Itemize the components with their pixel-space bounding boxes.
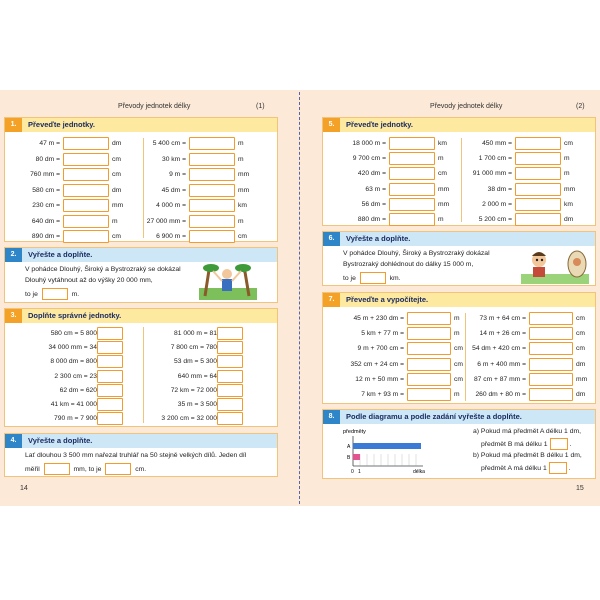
diagram-x-label: délka [413, 469, 425, 475]
conversion-row [327, 342, 475, 355]
conversion-unit: cm [112, 171, 121, 178]
conversion-row [327, 358, 475, 371]
answer-box[interactable] [389, 152, 435, 165]
unit-answer-box[interactable] [217, 327, 243, 340]
conversion-label: 5 200 cm = [478, 216, 512, 223]
answer-box[interactable] [389, 167, 435, 180]
section-3-heading: Doplňte správné jednotky. [28, 311, 122, 320]
conversion-row [469, 373, 597, 386]
conversion-unit: dm [576, 391, 586, 398]
unit-answer-box[interactable] [217, 370, 243, 383]
right-page-title: Převody jednotek délky [430, 103, 503, 110]
conversion-unit: cm [576, 330, 585, 338]
conversion-unit: dm [112, 140, 122, 147]
conversion-unit: mm [564, 185, 576, 193]
section-5-header [323, 118, 595, 132]
unit-answer-box[interactable] [97, 327, 123, 340]
diagram-tick-1: 1 [358, 469, 361, 475]
conversion-row [149, 199, 259, 212]
section-5-badge: 5. [323, 118, 340, 132]
conversion-label: 27 000 mm = [146, 217, 186, 225]
section-6-line-2: Bystrozraký dohlédnout do dálky 15 000 m, [343, 261, 474, 268]
section-2 [4, 247, 278, 303]
section-6-heading: Vyřešte a doplňte. [346, 234, 411, 243]
section-4-header [5, 434, 277, 448]
answer-box[interactable] [63, 199, 109, 212]
conversion-unit: km [238, 202, 247, 209]
section-2-line-2: Dlouhý vytáhnout až do výšky 20 000 mm, [25, 277, 153, 284]
unit-expression: 7 800 cm = 780 [170, 344, 217, 352]
conversion-label: 80 dm = [35, 155, 60, 163]
section-4-line-2 [25, 463, 146, 475]
giant-character-illustration [197, 262, 259, 302]
answer-box[interactable] [407, 327, 451, 340]
section-1 [4, 117, 278, 242]
conversion-label: 73 m + 64 cm = [479, 315, 526, 322]
conversion-row [327, 312, 475, 325]
unit-expression: 62 dm = 620 [59, 386, 97, 394]
conversion-row [469, 358, 597, 371]
conversion-label: 352 cm + 24 cm = [350, 360, 404, 368]
conversion-unit: m [454, 330, 460, 338]
conversion-unit: mm [238, 186, 250, 194]
conversion-label: 760 mm = [30, 171, 60, 178]
conversion-unit: m [438, 155, 444, 163]
conversion-label: 640 dm = [31, 217, 60, 225]
conversion-label: 880 dm = [357, 216, 386, 223]
answer-box[interactable] [407, 358, 451, 371]
section-8-a-line-2-text: předmět B má délku 1 [481, 440, 548, 448]
conversion-row [327, 198, 459, 211]
section-7 [322, 292, 596, 404]
right-page-footer-number: 15 [576, 485, 584, 492]
conversion-label: 87 cm + 87 mm = [473, 375, 526, 383]
section-8-heading: Podle diagramu a podle zadání vyřešte a doplňte. [346, 412, 522, 421]
conversion-unit: cm [564, 140, 573, 147]
conversion-unit: cm [112, 155, 121, 163]
answer-box[interactable] [63, 168, 109, 181]
conversion-row [467, 183, 585, 196]
conversion-label: 5 400 cm = [152, 140, 186, 147]
answer-box[interactable] [63, 153, 109, 166]
unit-answer-box[interactable] [97, 398, 123, 411]
conversion-label: 47 m = [39, 140, 60, 147]
conversion-label: 9 m + 700 cm = [357, 345, 404, 353]
diagram-bar-a [353, 443, 421, 449]
conversion-row [469, 342, 597, 355]
conversion-unit: cm [454, 345, 463, 353]
section-4-line-2-c: cm. [135, 465, 147, 473]
conversion-label: 56 dm = [361, 200, 386, 208]
conversion-row [467, 213, 585, 226]
conversion-row [327, 373, 475, 386]
conversion-label: 12 m + 50 mm = [355, 375, 404, 383]
conversion-row [327, 167, 459, 180]
section-6-line-1: V pohádce Dlouhý, Široký a Bystrozraký dokázal [343, 250, 490, 257]
answer-box[interactable] [529, 388, 573, 401]
section-5 [322, 117, 596, 226]
answer-box[interactable] [515, 198, 561, 211]
unit-row [11, 327, 127, 340]
conversion-label: 580 cm = [32, 186, 60, 194]
conversion-row [467, 137, 585, 150]
unit-expression: 72 km = 72 000 [170, 386, 217, 394]
section-2-heading: Vyřešte a doplňte. [28, 250, 93, 259]
section-7-badge: 7. [323, 293, 340, 307]
section-1-badge: 1. [5, 118, 22, 132]
conversion-unit: cm [112, 233, 121, 240]
conversion-unit: m [454, 315, 460, 322]
conversion-unit: m [238, 155, 244, 163]
section-6-badge: 6. [323, 232, 340, 246]
conversion-row [11, 230, 133, 243]
section-2-line-3 [25, 288, 79, 300]
unit-answer-box[interactable] [97, 384, 123, 397]
section-4-mm-box[interactable] [44, 463, 70, 475]
diagram-y-label: předměty [343, 429, 366, 435]
section-1-header [5, 118, 277, 132]
unit-row [11, 355, 127, 368]
diagram-bar-b-label: B [347, 455, 351, 461]
section-4-line-2-b: mm, to je [73, 465, 102, 473]
answer-box[interactable] [389, 198, 435, 211]
section-3-divider [143, 327, 144, 423]
conversion-label: 5 km + 77 m = [361, 330, 404, 338]
conversion-unit: dm [564, 216, 574, 223]
conversion-unit: m [238, 217, 244, 225]
section-4-badge: 4. [5, 434, 22, 448]
conversion-row [327, 388, 475, 401]
answer-box[interactable] [515, 167, 561, 180]
section-4 [4, 433, 278, 477]
section-4-cm-box[interactable] [105, 463, 131, 475]
conversion-row [327, 137, 459, 150]
conversion-label: 890 dm = [31, 233, 60, 240]
conversion-row [469, 312, 597, 325]
unit-row [149, 370, 247, 383]
section-6-line-3-pre: to je [343, 274, 356, 282]
conversion-label: 54 dm + 420 cm = [472, 345, 526, 353]
conversion-unit: mm [238, 171, 250, 178]
unit-answer-box[interactable] [97, 412, 123, 425]
answer-box[interactable] [515, 183, 561, 196]
section-7-header [323, 293, 595, 307]
conversion-row [11, 153, 133, 166]
unit-row [149, 384, 247, 397]
section-2-badge: 2. [5, 248, 22, 262]
section-7-heading: Převeďte a vypočítejte. [346, 295, 429, 304]
conversion-label: 2 000 m = [482, 200, 512, 208]
section-3-header [5, 309, 277, 323]
section-4-line-2-a: měřil [25, 465, 40, 473]
answer-box[interactable] [529, 327, 573, 340]
conversion-label: 420 dm = [357, 170, 386, 178]
unit-expression: 53 dm = 5 300 [174, 358, 217, 366]
answer-box[interactable] [63, 215, 109, 228]
conversion-row [11, 215, 133, 228]
section-6-line-3-post: km. [389, 274, 401, 282]
unit-row [11, 370, 127, 383]
section-1-heading: Převeďte jednotky. [28, 120, 95, 129]
conversion-row [327, 327, 475, 340]
conversion-unit: m [438, 216, 444, 223]
answer-box[interactable] [189, 199, 235, 212]
section-2-header [5, 248, 277, 262]
conversion-row [11, 137, 133, 150]
conversion-row [327, 183, 459, 196]
section-2-line-3-post: m. [71, 290, 80, 298]
right-page-number-label: (2) [576, 103, 585, 110]
diagram-bar-b [353, 454, 360, 460]
unit-answer-box[interactable] [217, 384, 243, 397]
section-8-a-answer-box[interactable] [550, 438, 568, 450]
diagram-bar-a-label: A [347, 444, 351, 450]
conversion-row [149, 137, 259, 150]
answer-box[interactable] [407, 373, 451, 386]
conversion-label: 9 m = [169, 171, 186, 178]
conversion-unit: cm [438, 170, 447, 178]
answer-box[interactable] [63, 137, 109, 150]
answer-box[interactable] [189, 230, 235, 243]
unit-expression: 580 cm = 5 800 [50, 330, 97, 337]
conversion-row [467, 152, 585, 165]
section-3 [4, 308, 278, 427]
unit-row [149, 341, 247, 354]
conversion-label: 260 dm + 80 m = [475, 391, 526, 398]
conversion-unit: cm [576, 345, 585, 353]
section-6 [322, 231, 596, 286]
conversion-row [467, 198, 585, 211]
conversion-unit: cm [454, 375, 463, 383]
page-fold [299, 92, 300, 504]
unit-answer-box[interactable] [217, 412, 243, 425]
answer-box[interactable] [389, 137, 435, 150]
conversion-row [11, 168, 133, 181]
conversion-label: 230 cm = [32, 202, 60, 209]
unit-expression: 35 m = 3 500 [177, 401, 217, 408]
unit-row [149, 327, 247, 340]
section-2-line-1: V pohádce Dlouhý, Široký a Bystrozraký se dokázal [25, 266, 181, 273]
bar-diagram [341, 426, 441, 478]
answer-box[interactable] [63, 184, 109, 197]
answer-box[interactable] [389, 183, 435, 196]
conversion-unit: m [564, 170, 570, 178]
conversion-row [149, 184, 259, 197]
answer-box[interactable] [515, 213, 561, 226]
conversion-row [469, 327, 597, 340]
unit-row [11, 412, 127, 425]
left-page-footer-number: 14 [20, 485, 28, 492]
unit-answer-box[interactable] [217, 341, 243, 354]
conversion-label: 18 000 m = [352, 140, 386, 147]
sharp-eyed-character-illustration [519, 246, 591, 286]
section-8-header [323, 410, 595, 424]
section-3-badge: 3. [5, 309, 22, 323]
section-6-header [323, 232, 595, 246]
conversion-label: 9 700 cm = [352, 155, 386, 163]
answer-box[interactable] [529, 358, 573, 371]
conversion-row [467, 167, 585, 180]
answer-box[interactable] [529, 342, 573, 355]
conversion-label: 1 700 cm = [478, 155, 512, 163]
conversion-unit: mm [576, 375, 588, 383]
conversion-unit: m [112, 217, 118, 225]
conversion-label: 4 000 m = [156, 202, 186, 209]
answer-box[interactable] [407, 312, 451, 325]
section-8-a-line-2 [481, 438, 571, 450]
conversion-label: 45 m + 230 dm = [353, 315, 404, 322]
unit-answer-box[interactable] [97, 355, 123, 368]
section-1-divider [143, 138, 144, 238]
section-4-line-1: Lať dlouhou 3 500 mm nařezal truhlář na 50 stejně velkých dílů. Jeden díl [25, 452, 247, 459]
unit-row [149, 355, 247, 368]
conversion-unit: mm [438, 185, 450, 193]
section-5-divider [461, 138, 462, 222]
conversion-row [327, 213, 459, 226]
unit-expression: 3 200 cm = 32 000 [161, 415, 217, 423]
answer-box[interactable] [529, 373, 573, 386]
conversion-unit: dm [112, 186, 122, 194]
unit-expression: 81 000 m = 81 [174, 330, 217, 337]
conversion-label: 38 dm = [487, 185, 512, 193]
conversion-row [146, 215, 259, 228]
unit-answer-box[interactable] [217, 355, 243, 368]
unit-expression: 8 000 dm = 800 [50, 358, 97, 366]
section-8-b-answer-box[interactable] [549, 462, 567, 474]
unit-answer-box[interactable] [97, 370, 123, 383]
unit-row [11, 398, 127, 411]
section-6-answer-box[interactable] [360, 272, 386, 284]
conversion-label: 30 km = [162, 155, 186, 163]
conversion-label: 450 mm = [482, 140, 512, 147]
unit-row [11, 384, 127, 397]
section-2-answer-box[interactable] [42, 288, 68, 300]
conversion-unit: km [438, 140, 447, 147]
conversion-row [11, 184, 133, 197]
section-2-line-3-pre: to je [25, 290, 38, 298]
conversion-unit: km [564, 200, 573, 208]
conversion-label: 6 m + 400 mm = [477, 360, 526, 368]
answer-box[interactable] [529, 312, 573, 325]
conversion-row [149, 230, 259, 243]
section-6-line-3 [343, 272, 401, 284]
conversion-unit: mm [438, 200, 450, 208]
unit-expression: 2 300 cm = 23 [54, 372, 97, 380]
unit-expression: 34 000 mm = 34 [48, 344, 97, 352]
conversion-unit: mm [112, 202, 124, 209]
section-8 [322, 409, 596, 479]
conversion-label: 14 m + 26 cm = [479, 330, 526, 338]
unit-expression: 790 m = 7 900 [54, 415, 97, 423]
left-page [0, 103, 282, 493]
answer-box[interactable] [515, 137, 561, 150]
section-8-b-period: . [568, 464, 571, 472]
diagram-grid [360, 454, 416, 466]
conversion-row [149, 153, 259, 166]
conversion-label: 7 km + 93 m = [361, 391, 404, 398]
right-page [318, 103, 600, 493]
section-8-b-line-2 [481, 462, 571, 474]
conversion-unit: m [454, 391, 460, 398]
conversion-row [327, 152, 459, 165]
unit-answer-box[interactable] [217, 398, 243, 411]
unit-row [149, 398, 247, 411]
unit-row [149, 412, 247, 425]
answer-box[interactable] [189, 137, 235, 150]
conversion-row [469, 388, 597, 401]
conversion-label: 6 900 m = [156, 233, 186, 240]
answer-box[interactable] [189, 215, 235, 228]
unit-row [11, 341, 127, 354]
section-4-heading: Vyřešte a doplňte. [28, 436, 93, 445]
answer-box[interactable] [189, 153, 235, 166]
conversion-unit: cm [238, 233, 247, 240]
conversion-label: 45 dm = [161, 186, 186, 194]
conversion-unit: m [238, 140, 244, 147]
answer-box[interactable] [515, 152, 561, 165]
answer-box[interactable] [407, 388, 451, 401]
section-8-b-line-2-text: předmět A má délku 1 [481, 464, 547, 472]
answer-box[interactable] [189, 184, 235, 197]
answer-box[interactable] [189, 168, 235, 181]
conversion-unit: dm [576, 360, 586, 368]
answer-box[interactable] [389, 213, 435, 226]
left-page-number-label: (1) [256, 103, 265, 110]
answer-box[interactable] [63, 230, 109, 243]
section-8-a-period: . [569, 440, 572, 448]
conversion-row [11, 199, 133, 212]
conversion-label: 63 m = [365, 185, 386, 193]
conversion-label: 91 000 mm = [472, 170, 512, 178]
conversion-unit: cm [454, 360, 463, 368]
conversion-unit: cm [576, 315, 585, 322]
conversion-row [149, 168, 259, 181]
left-page-title: Převody jednotek délky [118, 103, 191, 110]
section-5-heading: Převeďte jednotky. [346, 120, 413, 129]
unit-expression: 640 mm = 64 [177, 372, 217, 380]
conversion-unit: m [564, 155, 570, 163]
section-8-badge: 8. [323, 410, 340, 424]
unit-expression: 41 km = 41 000 [50, 401, 97, 408]
section-8-a-line-1: a) Pokud má předmět A délku 1 dm, [473, 428, 582, 435]
answer-box[interactable] [407, 342, 451, 355]
unit-answer-box[interactable] [97, 341, 123, 354]
diagram-tick-0: 0 [351, 469, 354, 475]
section-8-b-line-1: b) Pokud má předmět B délku 1 dm, [473, 452, 582, 459]
